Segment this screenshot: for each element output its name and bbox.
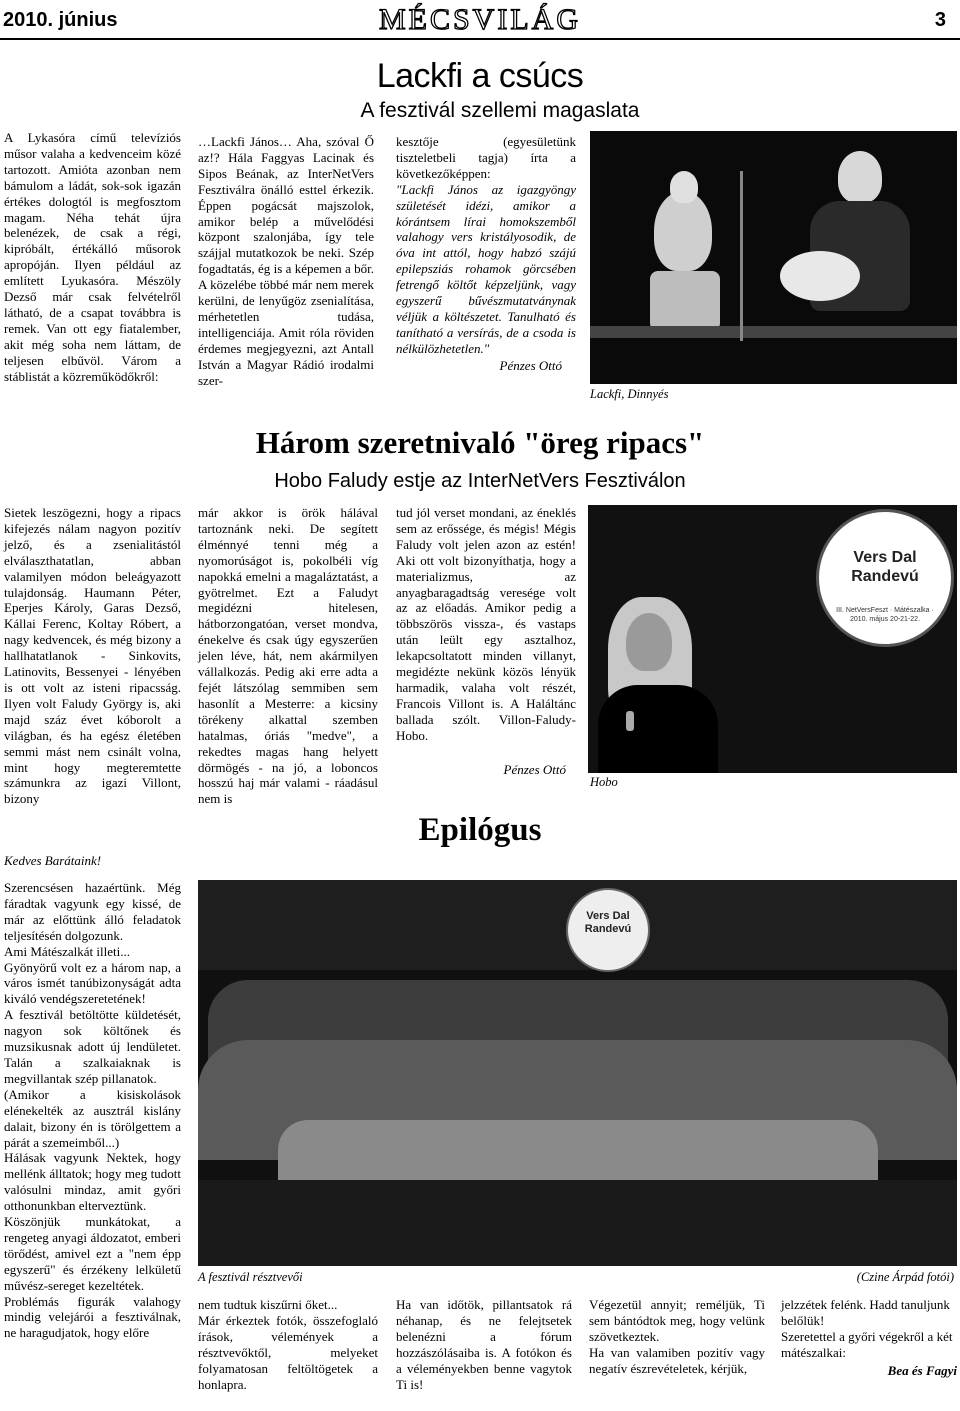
article1-col3 (396, 134, 576, 404)
article2-col1: Sietek leszögezni, hogy a ripacs kifejezés nálam nagyon pozitív jelző, és a zsenialitástól elválaszthatatlan, abban valamilyen módon beleágyazott tulajdonság. Haumann Péter, Eperjes Károly, Garas Dezső, Kállai Ferenc, Koltay Róbert, a nagy kedvencek, és még bizony a hallhatatlanok - Sinkovits, Latinovits, Bessenyei - lényében is ott volt az isteni ripacsság. Ilyen volt Faludy György is, aki majd száz évet kóborolt a világban, és ha egész életében semmi mást nem csinált volna, mint hogy megteremtette számunkra az igazi Villont, bizony (4, 505, 181, 807)
article1-col2: …Lackfi János… Aha, szóval Ő az!? Hála Faggyas Lacinak és Sipos Beának, az InterNetVers Fesztiválra önálló esttel érkezik. Éppen pogácsát majszolok, amikor belép a művelődési központ szalonjába, így tele szájjal mutatkozok be neki. Szép fogadtatás, ég is a képemen a bőr. A közelébe többé már nem merek kerülni, de lenyűgöz zsenialítása, mérhetetlen tudása, intelligenciája. Amit róla röviden érdemes megjegyezni, azt Antall István a Magyar Rádió irodalmi szer- (198, 134, 374, 388)
microphone (626, 711, 634, 731)
festival-logo (816, 509, 954, 647)
hobo-photo (588, 505, 957, 773)
article2-title: Három szeretnivaló "öreg ripacs" (255, 425, 705, 460)
article3-col4: Végezetül annyit; reméljük, Ti sem bántódtok meg, hogy velünk szövetkeztek. Ha van valamiben pozitív vagy negatív észrevételetek, kérjük, (589, 1297, 765, 1376)
guitar (780, 251, 860, 301)
article1-subtitle: A fesztivál szellemi magaslata (360, 99, 640, 122)
festival-logo-text: Vers Dal Randevú (851, 549, 919, 585)
stage-table (590, 326, 957, 338)
article1-title: Lackfi a csúcs (376, 57, 584, 95)
article3-col2: nem tudtuk kiszűrni őket... Már érkeztek fotók, összefoglaló írások, vélemények a résztvevőktől, melyeket folyamatosan feltöltögetek a honlapra. (198, 1297, 378, 1392)
article3-col5-text: jelzzétek felénk. Hadd tanuljunk belőlük! Szeretettel a győri végekről a két mátészalkai: (781, 1297, 953, 1360)
article1-col3-lead: kesztője (egyesületünk tiszteletbeli tagja) írta a következőképpen: (396, 134, 576, 181)
article1-quote: "Lackfi János az igazgyöngy születését idézi, amikor a kórántsem lírai homokszemből valahogy vers kristályosodik, de óva int attól, hogy habzó szájú epilepsziás rohamok görcsében fetrengő költőt képzeljünk, vagy egyszerű bűvészmutatványnak véljük a költészetet. Tanulható és tanítható a versírás, de a csoda is nélkülözhetetlen." (396, 181, 576, 356)
hobo-body (598, 685, 718, 773)
article1-col1: A Lykasóra című televíziós műsor valaha a kedvenceim közé tartozott. Amióta azonban nem bámulom a ládát, sok-sok igazán értékes dologtól is megfosztom magam. Néha tehát újra belenézek, de csak a régi, kipróbált, értékálló műsorok apropóján. Ilyen például az említett Lyukasóra. Mészöly Dezső már csak felvételről látható, de a csapat továbbra is remek. Van ott egy fiatalember, akit még soha nem láttam, de teljesen elbűvöl. Várom a stáblistát a közreműködőkről: (4, 130, 181, 384)
article2-photo-caption: Hobo (590, 775, 618, 789)
article2-col3 (396, 505, 576, 795)
article2-signature: Pénzes Ottó (503, 761, 566, 777)
article3-photo-caption: A fesztivál résztvevői (198, 1270, 303, 1284)
seated-person-left (654, 191, 712, 271)
lackfi-dinnyes-photo (590, 131, 957, 384)
article2-subtitle: Hobo Faludy estje az InterNetVers Fesztiválon (274, 470, 686, 492)
article1-signature: Pénzes Ottó (499, 357, 562, 373)
group-photo (198, 880, 957, 1266)
festival-logo-ring: III. NetVersFeszt · Mátészalka · 2010. május 20-21-22. (836, 607, 934, 623)
article3-col5 (781, 1297, 957, 1409)
microphone-stand (740, 171, 743, 341)
article3-col1: Szerencsésen hazaértünk. Még fáradtak vagyunk egy kissé, de már az előttünk álló feladatok teljesítésén dolgozunk. Ami Mátészalkát illeti... Gyönyörű volt ez a három nap, a város ismét tanúbizonyságát adta kiváló vendégszeretetének! A fesztivál betöltötte küldetését, nagyon sok költőnek és muzsikusnak adott új lendületet. Talán a szalkaiaknak is megvillantak szép pillanatok. (Amikor a kisiskolások elénekelték az ausztrál kislány dalait, bizony én is törölgettem a párát a szemeimből...) Hálásak vagyunk Nektek, hogy mellénk álltatok; hogy meg tudott valósulni mindaz, amit győri otthonunkban elterveztünk. Köszönjük munkátokat, a rengeteg anyagi áldozatot, emberi törődést, amivel ezt a "nem épp egyszerű" és érzékeny lelkületű művész-sereget kezeltétek. Problémás figurák valahogy mindig velejárói a fesztiválnak, ne haragudjatok, hogy előre (4, 880, 181, 1341)
stage-floor (198, 1180, 957, 1266)
article3-title: Epilógus (418, 812, 542, 848)
article3-signature: Bea és Fagyi (887, 1362, 957, 1378)
issue-date: 2010. június (3, 9, 118, 31)
guitarist-head (838, 151, 882, 203)
article2-col2: már akkor is örök hálával tartoznánk neki. De segített élménnyé tenni még a nyomorúságot is, pokolbéli víg napokká emelni a magaláztatást, a gyötrelmet. Ezt a Faludyt megidézni hitelesen, hátborzongatóan, verset mondva, énekelve és csak úgy egyszerűen jelen léve, hát, nem akármilyen vállalkozás. Pedig aki erre adta a fejét látszólag semmiben sem hasonlít a Mesterre: a kicsiny törékeny alkattal szemben hatalmas, óriás "medve", a rekedtes magas hang helyett dörmögés - na jó, a loboncos hosszú haj már valami - ráadásul nem is (198, 505, 378, 807)
header-rule (0, 38, 960, 40)
banner-logo-text: Vers Dal Randevú (584, 910, 632, 935)
article1-photo-caption: Lackfi, Dinnyés (590, 387, 669, 401)
page-number: 3 (934, 9, 946, 31)
banner-logo (566, 888, 650, 972)
article2-col3-text: tud jól verset mondani, az éneklés sem az erőssége, és mégis! Mégis Faludy volt jelen azon az estén! Aki ott volt bizonyíthatja, hogy a materializmus, az anyagbaragadtság veresége volt az az előadás. Amikor pedig a többszörös vissza-, és vastaps után leült egy asztalhoz, lekapcsoltatott minden villanyt, megidézte nekünk közös lényük harmadik, valaha volt részét, Francois Villont is. A Haláltánc ballada szólt. Villon-Faludy-Hobo. (396, 505, 576, 743)
page-header (0, 0, 960, 42)
seated-person-left-head (670, 171, 698, 203)
article3-greeting: Kedves Barátaink! (4, 853, 102, 868)
masthead: MÉCSVILÁG (378, 3, 581, 36)
hobo-face (626, 613, 672, 671)
article3-photo-credit: (Czine Árpád fotói) (856, 1270, 954, 1284)
article3-col3: Ha van időtök, pillantsatok rá néhanap, és ne felejtsetek belenézni a fórum hozzászólásaiba is. A fotókon és a véleményekben benne vagytok Ti is! (396, 1297, 572, 1392)
seated-person-left-legs (650, 271, 720, 331)
